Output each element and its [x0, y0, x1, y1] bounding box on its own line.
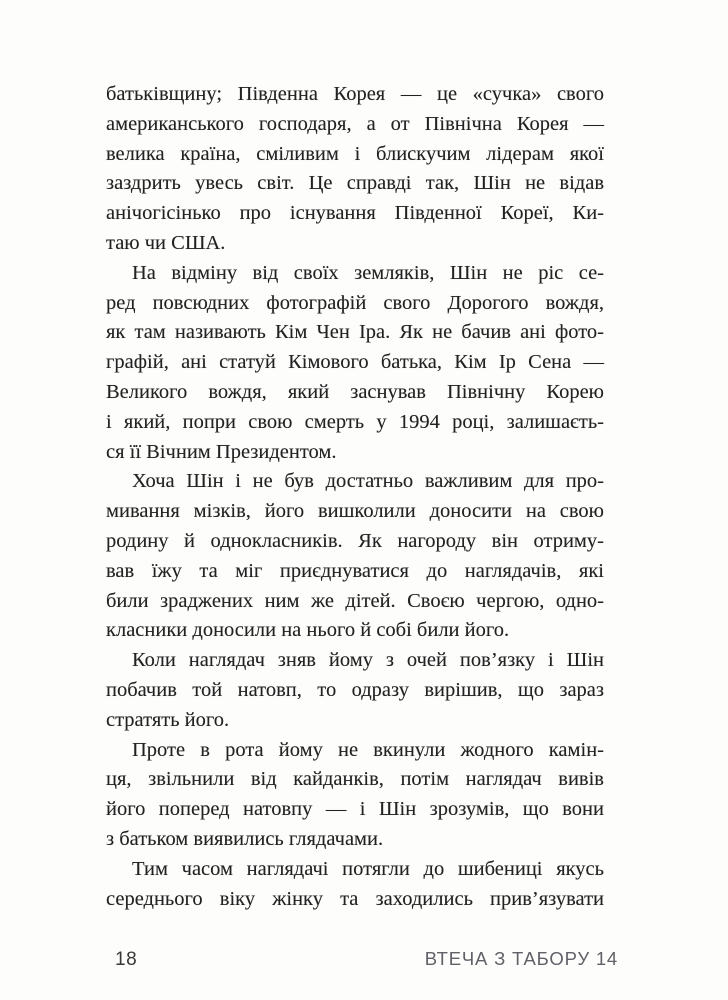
body-text-line: класники доносили на нього й собі били його. [106, 619, 510, 642]
paragraph [106, 259, 604, 468]
body-text-line: американського господаря, а от Північна Корея — [106, 112, 604, 135]
body-text-line: ця, звільнили від кайданків, потім наглядач вивів [106, 768, 604, 791]
body-text-line: його поперед натовпу — і Шін зрозумів, що вони [106, 798, 604, 821]
body-text-line: Хоча Шін і не був достатньо важливим для про- [132, 470, 604, 493]
body-text-line: Проте в рота йому не вкинули жодного камін- [132, 738, 604, 761]
body-text-line: батьківщину; Південна Корея — це «сучка» свого [106, 83, 604, 105]
body-text-line: побачив той натовп, то одразу вирішив, що зараз [106, 678, 604, 701]
paragraph [106, 855, 604, 915]
paragraph [106, 736, 604, 855]
body-text-line: середнього віку жінку та заходились прив’язувати [106, 887, 604, 910]
body-text-line: заздрить увесь світ. Це справді так, Шін не відав [106, 172, 604, 195]
body-text-line: і який, попри свою смерть у 1994 році, залишаєть- [106, 410, 604, 433]
paragraph [106, 467, 604, 646]
body-text-line: били зраджених ним же дітей. Своєю чергою, одно- [106, 589, 604, 612]
body-text-line: ся її Вічним Президентом. [106, 440, 337, 463]
body-text-line: таю чи США. [106, 231, 226, 254]
page-number: 18 [115, 949, 138, 970]
running-title: ВТЕЧА З ТАБОРУ 14 [424, 948, 618, 969]
body-text-line: вав їжу та міг приєднуватися до наглядачів, які [106, 559, 604, 582]
body-text-line: На відміну від своїх земляків, Шін не ріс се- [132, 261, 604, 284]
body-text-line: родину й однокласників. Як нагороду він отриму- [106, 529, 604, 552]
paragraph [106, 80, 604, 259]
body-text-line: Коли наглядач зняв йому з очей пов’язку і Шін [132, 649, 604, 672]
page-footer [106, 948, 618, 971]
body-text-line: як там називають Кім Чен Іра. Як не бачив ані фото- [106, 321, 604, 344]
paragraph [106, 646, 604, 735]
body-text-line: анічогісінько про існування Південної Кореї, Ки- [106, 202, 604, 225]
body-text-line: мивання мізків, його вишколили доносити на свою [106, 500, 604, 523]
body-text-line: графій, ані статуй Кімового батька, Кім Ір Сена — [106, 351, 604, 374]
body-text-line: з батьком виявились глядачами. [106, 827, 384, 850]
body-text [106, 80, 604, 914]
body-text-line: Великого вождя, який заснував Північну Корею [106, 380, 604, 403]
body-text-line: ред повсюдних фотографій свого Дорогого вождя, [106, 291, 604, 314]
body-text-line: Тим часом наглядачі потягли до шибениці якусь [132, 857, 604, 880]
body-text-line: велика країна, сміливим і блискучим лідерам якої [106, 142, 604, 165]
body-text-line: стратять його. [106, 708, 230, 731]
